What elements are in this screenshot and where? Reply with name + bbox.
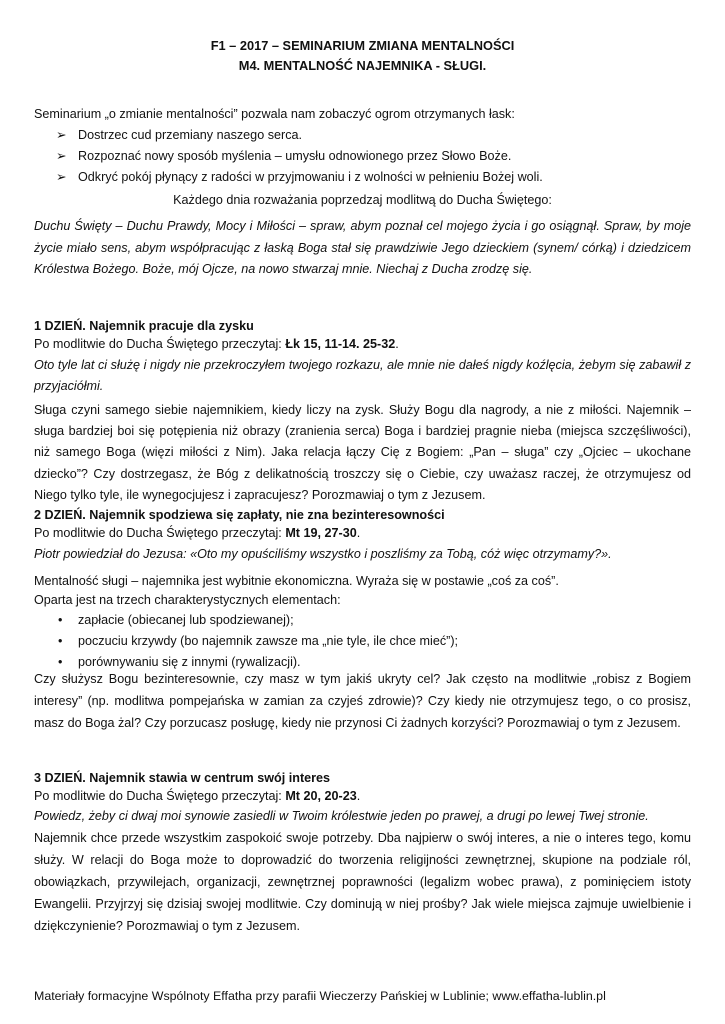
document-subtitle: M4. MENTALNOŚĆ NAJEMNIKA - SŁUGI. [238,58,487,73]
day1-body: Sługa czyni samego siebie najemnikiem, kiedy liczy na zysk. Służy Bogu dla nagrody, a nie z miłości. Najemnik – sługa bardziej boi się potępienia niż obrazy (zranienia serca) Boga i bardziej pragnie nieba (miejsca szczęśliwości), niż samego Boga (więzi miłości z Nim). Jaka relacja łączy Cię z Bogiem: „Pan – sługa” czy „Ojciec – ukochane dziecko”? Czy dostrzegasz, że Bóg z delikatnością troszczy się o Ciebie, czy uważasz raczej, że otrzymujesz od Niego tylko tyle, ile wynegocjujesz i zapracujesz? Porozmawiaj o tym z Jezusem. [34,403,691,502]
intro-lead: Seminarium „o zmianie mentalności” pozwala nam zobaczyć ogrom otrzymanych łask: [34,107,515,121]
list-item: • porównywaniu się z innymi (rywalizacji). [56,652,713,673]
day2-bullet-list [34,610,713,673]
arrow-bullet-icon: ➢ [56,170,67,184]
day2-reference: Mt 19, 27-30 [285,526,357,540]
day3-body: Najemnik chce przede wszystkim zaspokoić swoje potrzeby. Dba najpierw o swój interes, a nie o interes tego, komu służy. W relacji do Boga może to doprowadzić do tworzenia religijności zewnętrznej, skupione na podziale ról, obowiązkach, przywilejach, organizacji, zewnętrznej poprawności (legalizm wobec prawa), z pominięciem istoty Ewangelii. Przyjrzyj się dzisiaj swojej modlitwie. Czy dominują w niej prośby? Jak wiele miejsca zajmuje uwielbienie i dziękczynienie? Porozmawiaj o tym z Jezusem. [34,831,691,933]
prayer-text: Duchu Święty – Duchu Prawdy, Mocy i Miłości – spraw, abym poznał cel mojego życia i go osiągnął. Spraw, by moje życie miało sens, abym współpracując z łaską Boga stał się prawdziwie Jego dzieckiem (synem/ córką) i dziedzicem Królestwa Bożego. Boże, mój Ojcze, na nowo stwarzaj mnie. Niechaj z Ducha zrodzę się. [34,219,691,276]
day1-quote: Oto tyle lat ci służę i nigdy nie przekroczyłem twojego rozkazu, ale mnie nie dałeś nigdy koźlęcia, żebym się zabawił z przyjaciółmi. [34,358,691,393]
list-item: ➢ Rozpoznać nowy sposób myślenia – umysłu odnowionego przez Słowo Boże. [56,146,713,167]
day2-reading: Po modlitwie do Ducha Świętego przeczytaj: Mt 19, 27-30. [34,526,361,540]
intro-bullet-list [34,125,713,188]
day1-reference: Łk 15, 11-14. 25-32 [285,337,396,351]
list-item: ➢ Odkryć pokój płynący z radości w przyjmowaniu i z wolności w pełnieniu Bożej woli. [56,167,713,188]
dot-bullet-icon: • [58,634,63,648]
day3-quote: Powiedz, żeby ci dwaj moi synowie zasiedli w Twoim królestwie jeden po prawej, a drugi po lewej Twej stronie. [34,809,649,823]
day2-body3: Czy służysz Bogu bezinteresownie, czy masz w tym jakiś ukryty cel? Jak często na modlitwie „robisz z Bogiem interesy” (np. modlitwa pompejańska w zamian za czyjeś zdrowie)? Czy kiedy nie otrzymujesz tego, o co prosisz, masz do Boga żal? Czy porzucasz posługę, kiedy nie przynosi Ci żadnych korzyści? Porozmawiaj o tym z Jezusem. [34,672,691,730]
document-title: F1 – 2017 – SEMINARIUM ZMIANA MENTALNOŚCI [210,38,515,53]
day3-heading: 3 DZIEŃ. Najemnik stawia w centrum swój interes [34,771,331,785]
arrow-bullet-icon: ➢ [56,128,67,142]
dot-bullet-icon: • [58,613,63,627]
dot-bullet-icon: • [58,655,63,669]
day1-heading: 1 DZIEŃ. Najemnik pracuje dla zysku [34,319,254,333]
list-item: • zapłacie (obiecanej lub spodziewanej); [56,610,713,631]
arrow-bullet-icon: ➢ [56,149,67,163]
footer-text: Materiały formacyjne Wspólnoty Effatha przy parafii Wieczerzy Pańskiej w Lublinie; www.effatha-lublin.pl [34,989,606,1003]
day2-heading: 2 DZIEŃ. Najemnik spodziewa się zapłaty, nie zna bezinteresowności [34,508,445,522]
day3-reading: Po modlitwie do Ducha Świętego przeczytaj: Mt 20, 20-23. [34,789,361,803]
prayer-intro: Każdego dnia rozważania poprzedzaj modlitwą do Ducha Świętego: [173,193,552,207]
day2-body1: Mentalność sługi – najemnika jest wybitnie ekonomiczna. Wyraża się w postawie „coś za coś”. [34,574,559,588]
list-item: • poczuciu krzywdy (bo najemnik zawsze ma „nie tyle, ile chce mieć”); [56,631,713,652]
day3-reference: Mt 20, 20-23 [285,789,357,803]
day2-quote: Piotr powiedział do Jezusa: «Oto my opuściliśmy wszystko i poszliśmy za Tobą, cóż więc otrzymamy?». [34,547,612,561]
day1-reading: Po modlitwie do Ducha Świętego przeczytaj: Łk 15, 11-14. 25-32. [34,337,399,351]
day2-body2: Oparta jest na trzech charakterystycznych elementach: [34,593,341,607]
list-item: ➢ Dostrzec cud przemiany naszego serca. [56,125,713,146]
